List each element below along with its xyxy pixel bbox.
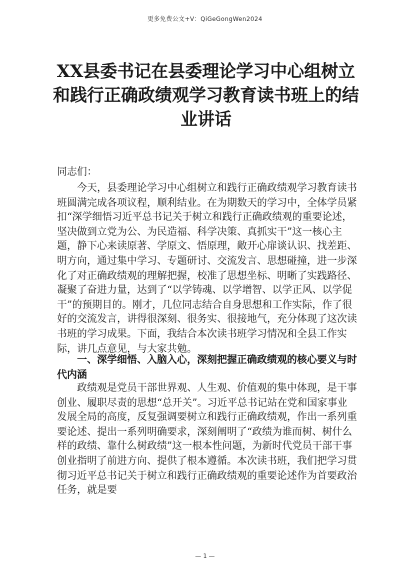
paragraph-1 (57, 182, 357, 357)
section-heading-1-text: 一、深学细悟、入脑入心，深刻把握正确政绩观的核心要义与时代内涵 (57, 355, 357, 381)
document-title (46, 60, 366, 132)
section-heading-1 (57, 353, 357, 383)
title-line-1: XX县委书记在县委理论学习中心组树立 (56, 62, 356, 82)
paragraph-2-text: 政绩观是党员干部世界观、人生观、价值观的集中体现，是干事创业、履职尽责的思想“总开关”。习近平总书记站在党和国家事业发展全局的高度，反复强调要树立和践行正确政绩观，作出一系列重要论述、提出一系列明确要求，深刻阐明了“政绩为谁而树、树什么样的政绩、靠什么树政绩”这一根本性问题，为新时代党员干部干事创业指明了前进方向、提供了根本遵循。本次读书班，我们把学习贯彻习近平总书记关于树立和践行正确政绩观的重要论述作为首要政治任务，就是要 (57, 383, 357, 497)
header-note: 更多免费公文+V：QiGeGongWen2024 (147, 16, 263, 23)
page-number: — 1 — (195, 553, 215, 560)
paragraph-2 (57, 382, 357, 499)
title-line-3: 业讲话 (180, 110, 232, 130)
title-line-2: 和践行正确政绩观学习教育读书班上的结 (53, 86, 359, 106)
greeting (57, 166, 357, 181)
paragraph-1-text: 今天，县委理论学习中心组树立和践行正确政绩观学习教育读书班圆满完成各项议程，顺利结业。在为期数天的学习中，全体学员紧扣“深学细悟习近平总书记关于树立和践行正确政绩观的重要论述，坚决做到立党为公、为民造福、科学决策、真抓实干”这一核心主题，静下心来读原著、学原文、悟原理，敞开心扉谈认识、找差距、明方向，通过集中学习、专题研讨、交流发言、思想碰撞，进一步深化了对正确政绩观的理解把握，校准了思想坐标、明晰了实践路径、凝聚了奋进力量，达到了“以学铸魂、以学增智、以学正风、以学促干”的预期目的。刚才，几位同志结合自身思想和工作实际，作了很好的交流发言，讲得很深刻、很务实、很接地气，充分体现了这次读书班的学习成果。下面，我结合本次读书班学习情况和全县工作实际，讲几点意见，与大家共勉。 (57, 183, 357, 355)
greeting-text: 同志们： (57, 167, 97, 178)
